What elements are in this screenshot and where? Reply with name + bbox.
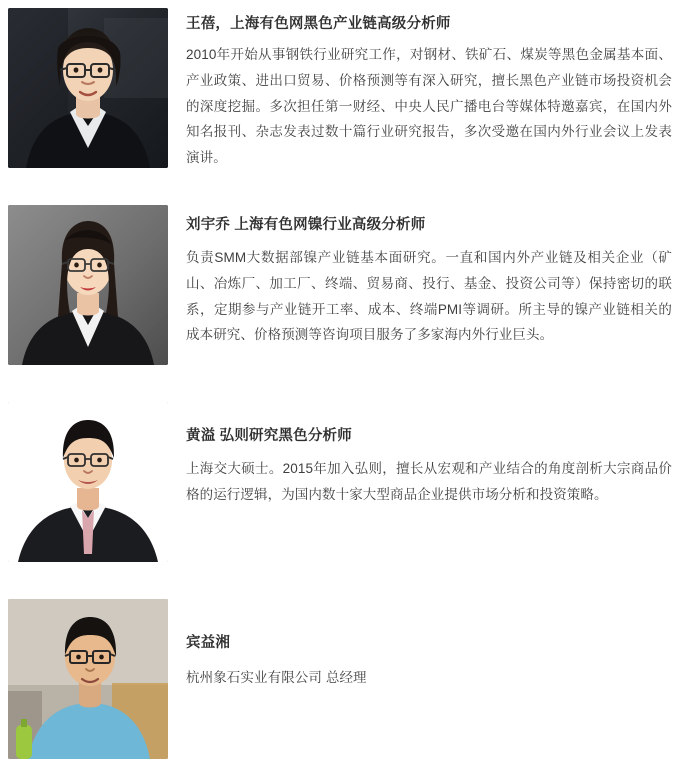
speaker-card	[8, 8, 672, 171]
speaker-info	[168, 8, 672, 171]
speaker-name: 黄溢 弘则研究黑色分析师	[186, 428, 352, 444]
speaker-bio: 杭州象石实业有限公司 总经理	[186, 669, 367, 685]
speaker-photo	[8, 205, 168, 365]
speaker-photo	[8, 402, 168, 562]
speaker-photo	[8, 599, 168, 759]
speaker-info	[168, 599, 672, 688]
speaker-bio: 上海交大硕士。2015年加入弘则，擅长从宏观和产业结合的角度剖析大宗商品价格的运行逻辑，为国内数十家大型商品企业提供市场分析和投资策略。	[186, 460, 672, 503]
speaker-card	[8, 599, 672, 759]
speaker-card	[8, 205, 672, 365]
speaker-info	[168, 205, 672, 348]
speaker-bio: 负责SMM大数据部镍产业链基本面研究。一直和国内外产业链及相关企业（矿山、冶炼厂、加工厂、终端、贸易商、投行、基金、投资公司等）保持密切的联系，定期参与产业链开工率、成本、终端PMI等调研。所主导的镍产业链相关的成本研究、价格预测等咨询项目服务了多家海内外行业巨头。	[186, 249, 672, 343]
speaker-name: 王蓓，上海有色网黑色产业链高级分析师	[186, 16, 451, 32]
speaker-info	[168, 402, 672, 509]
speaker-name: 宾益湘	[186, 635, 231, 651]
speaker-card	[8, 402, 672, 562]
speaker-photo	[8, 8, 168, 168]
speaker-bio: 2010年开始从事钢铁行业研究工作，对钢材、铁矿石、煤炭等黑色金属基本面、产业政策、进出口贸易、价格预测等有深入研究，擅长黑色产业链市场投资机会的深度挖掘。多次担任第一财经、中央人民广播电台等媒体特邀嘉宾，在国内外知名报刊、杂志发表过数十篇行业研究报告，多次受邀在国内外行业会议上发表演讲。	[186, 46, 672, 166]
speaker-name: 刘宇乔 上海有色网镍行业高级分析师	[186, 217, 426, 233]
